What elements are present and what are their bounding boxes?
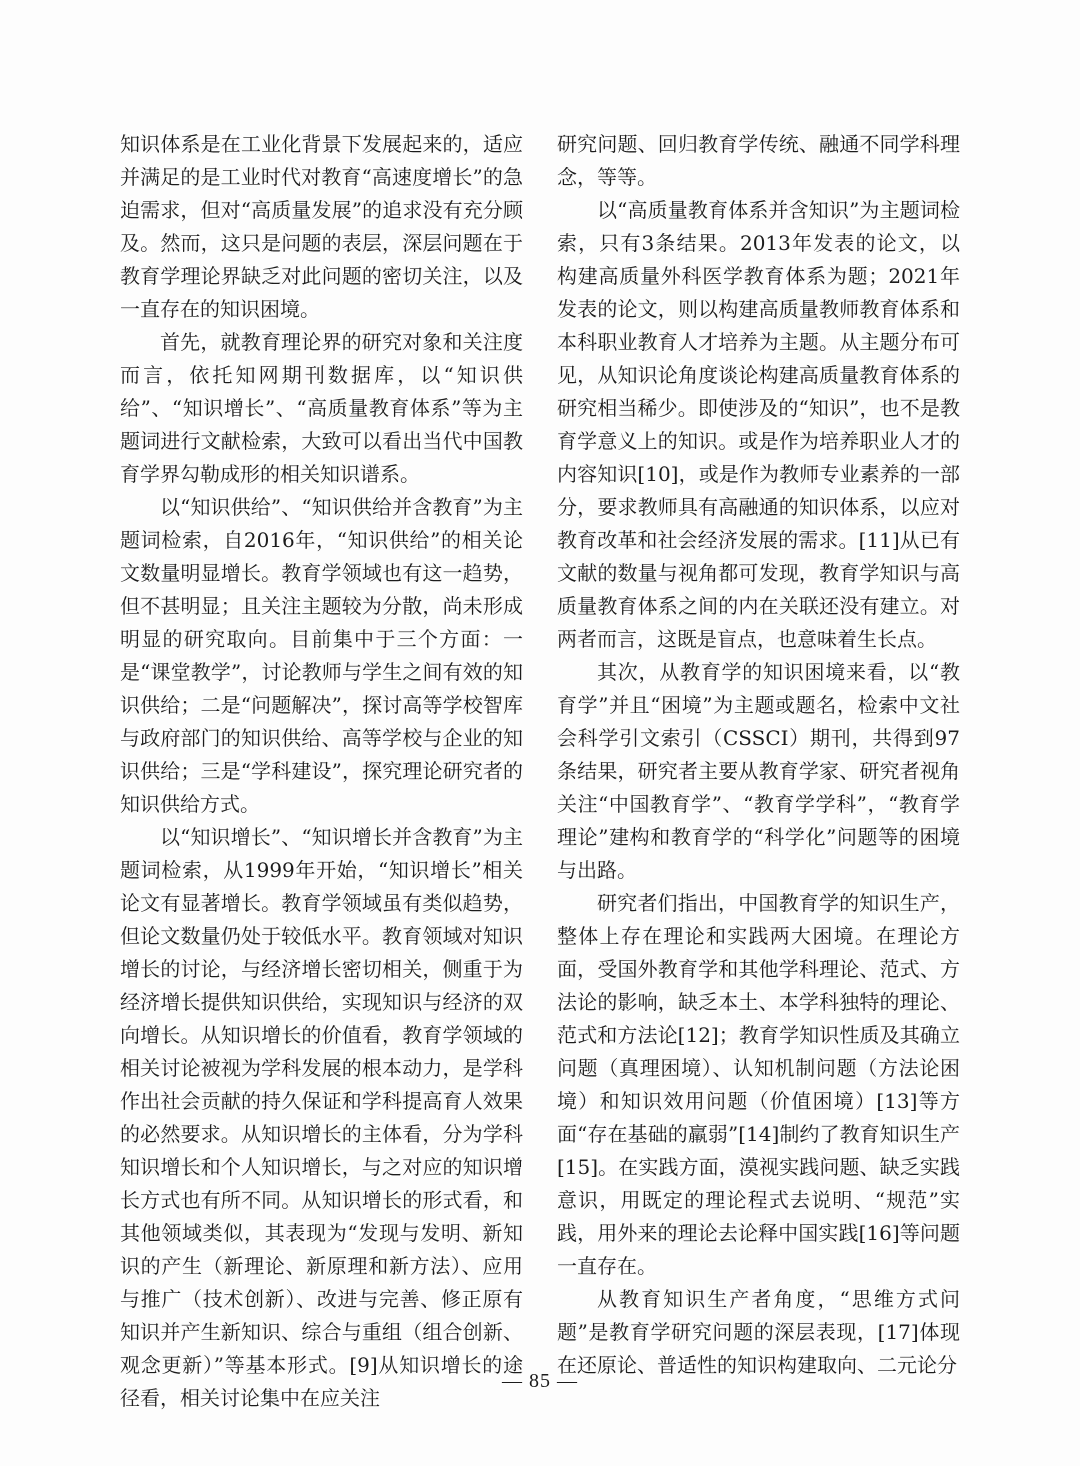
page-number: — 85 — [502, 1370, 578, 1392]
right-paragraph-3: 其次，从教育学的知识困境来看，以“教育学”并且“困境”为主题或题名，检索中文社会科学引文索引（CSSCI）期刊，共得到97条结果，研究者主要从教育学家、研究者视角关注“中国教育学”、“教育学学科”，“教育学理论”建构和教育学的“科学化”问题等的困境与出路。 [557, 660, 960, 882]
right-column [557, 128, 960, 1382]
left-paragraph-4: 以“知识增长”、“知识增长并含教育”为主题词检索，从1999年开始，“知识增长”相关论文有显著增长。教育学领域虽有类似趋势，但论文数量仍处于较低水平。教育领域对知识增长的讨论，与经济增长密切相关，侧重于为经济增长提供知识供给，实现知识与经济的双向增长。从知识增长的价值看，教育学领域的相关讨论被视为学科发展的根本动力，是学科作出社会贡献的持久保证和学科提高育人效果的必然要求。从知识增长的主体看，分为学科知识增长和个人知识增长，与之对应的知识增长方式也有所不同。从知识增长的形式看，和其他领域类似，其表现为“发现与发明、新知识的产生（新理论、新原理和新方法）、应用与推广（技术创新）、改进与完善、修正原有知识并产生新知识、综合与重组（组合创新、观念更新）”等基本形式。[9]从知识增长的途径看，相关讨论集中在应关注 [120, 825, 523, 1410]
left-paragraph-3: 以“知识供给”、“知识供给并含教育”为主题词检索，自2016年，“知识供给”的相关论文数量明显增长。教育学领域也有这一趋势，但不甚明显；且关注主题较为分散，尚未形成明显的研究取向。目前集中于三个方面：一是“课堂教学”，讨论教师与学生之间有效的知识供给；二是“问题解决”，探讨高等学校智库与政府部门的知识供给、高等学校与企业的知识供给；三是“学科建设”，探究理论研究者的知识供给方式。 [120, 495, 523, 816]
right-paragraph-4: 研究者们指出，中国教育学的知识生产，整体上存在理论和实践两大困境。在理论方面，受国外教育学和其他学科理论、范式、方法论的影响，缺乏本土、本学科独特的理论、范式和方法论[12]；教育学知识性质及其确立问题（真理困境）、认知机制问题（方法论困境）和知识效用问题（价值困境）[13]等方面“存在基础的羸弱”[14]制约了教育知识生产[15]。在实践方面，漠视实践问题、缺乏实践意识，用既定的理论程式去说明、“规范”实践，用外来的理论去论释中国实践[16]等问题一直存在。 [557, 891, 960, 1278]
right-paragraph-5: 从教育知识生产者角度，“思维方式问题”是教育学研究问题的深层表现，[17]体现在还原论、普适性的知识构建取向、二元论分 [557, 1287, 960, 1377]
left-paragraph-2: 首先，就教育理论界的研究对象和关注度而言，依托知网期刊数据库，以“知识供给”、“知识增长”、“高质量教育体系”等为主题词进行文献检索，大致可以看出当代中国教育学界勾勒成形的相关知识谱系。 [120, 330, 523, 486]
left-column [120, 128, 523, 1415]
left-paragraph-1: 知识体系是在工业化背景下发展起来的，适应并满足的是工业时代对教育“高速度增长”的急迫需求，但对“高质量发展”的追求没有充分顾及。然而，这只是问题的表层，深层问题在于教育学理论界缺乏对此问题的密切关注，以及一直存在的知识困境。 [120, 132, 523, 321]
right-paragraph-2: 以“高质量教育体系并含知识”为主题词检索，只有3条结果。2013年发表的论文，以构建高质量外科医学教育体系为题；2021年发表的论文，则以构建高质量教师教育体系和本科职业教育人才培养为主题。从主题分布可见，从知识论角度谈论构建高质量教育体系的研究相当稀少。即使涉及的“知识”，也不是教育学意义上的知识。或是作为培养职业人才的内容知识[10]，或是作为教师专业素养的一部分，要求教师具有高融通的知识体系，以应对教育改革和社会经济发展的需求。[11]从已有文献的数量与视角都可发现，教育学知识与高质量教育体系之间的内在关联还没有建立。对两者而言，这既是盲点，也意味着生长点。 [557, 198, 960, 651]
right-paragraph-1: 研究问题、回归教育学传统、融通不同学科理念，等等。 [557, 132, 960, 189]
